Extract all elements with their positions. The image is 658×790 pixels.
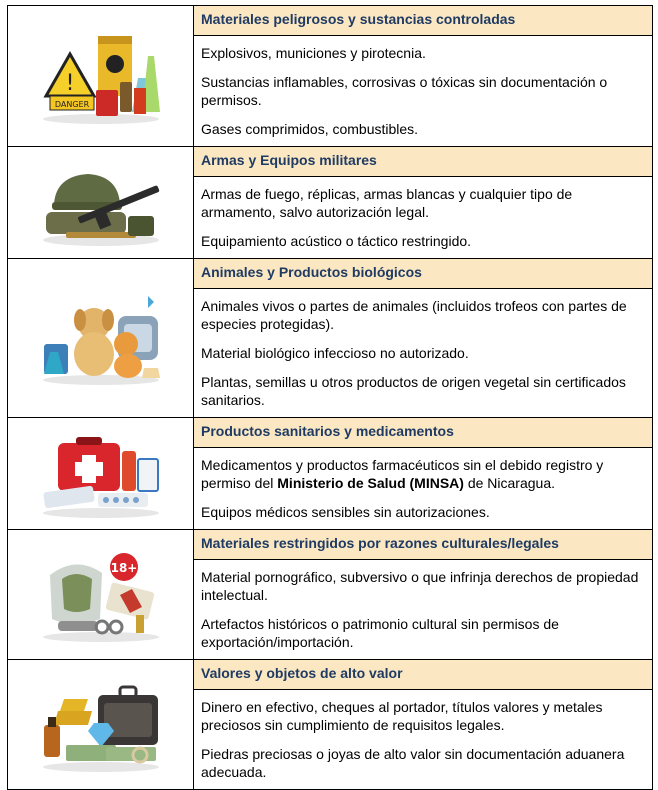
list-item: Piedras preciosas o joyas de alto valor sin documentación aduanera adecuada. [201,746,625,780]
svg-text:!: ! [65,71,74,96]
military-weapons-icon [36,158,166,248]
table-row [8,660,653,790]
category-cell [194,259,653,418]
image-cell [8,6,194,147]
list-item [201,456,645,492]
table-row [8,418,653,530]
category-cell [194,147,653,259]
table-row [8,530,653,660]
medicines-first-aid-icon [36,429,166,519]
category-title: Materiales restringidos por razones culturales/legales [194,530,652,560]
svg-text:DANGER: DANGER [54,100,89,109]
image-cell [8,259,194,418]
list-item: Sustancias inflamables, corrosivas o tóxicas sin documentación o permisos. [201,74,608,108]
category-title: Armas y Equipos militares [194,147,652,177]
list-item-text: Medicamentos y productos farmacéuticos sin el debido registro y permiso del [201,457,604,491]
category-cell [194,660,653,790]
high-value-items-icon [36,675,166,775]
restricted-items-table [7,5,653,790]
age-restriction-label: 18+ [110,560,137,575]
table-row [8,6,653,147]
image-cell [8,147,194,259]
list-item: Gases comprimidos, combustibles. [201,121,419,137]
category-title: Materiales peligrosos y sustancias controladas [194,6,652,36]
list-item: Explosivos, municiones y pirotecnia. [201,45,426,61]
category-title: Animales y Productos biológicos [194,259,652,289]
list-item: Material pornográfico, subversivo o que infrinja derechos de propiedad intelectual. [201,569,639,603]
list-item: Artefactos históricos o patrimonio cultural sin permisos de exportación/importación. [201,616,559,650]
hazardous-materials-icon [36,26,166,126]
table-row [8,147,653,259]
category-items [194,289,652,417]
category-cell [194,6,653,147]
image-cell [8,530,194,660]
list-item: Material biológico infeccioso no autorizado. [201,345,469,361]
list-item: Dinero en efectivo, cheques al portador, títulos valores y metales preciosos sin cumplimiento de requisitos legales. [201,699,603,733]
list-item-text: de Nicaragua. [463,475,556,491]
image-cell [8,660,194,790]
list-item: Equipamiento acústico o táctico restringido. [201,233,472,249]
category-items [194,177,652,258]
category-items [194,560,652,659]
category-items [194,36,652,146]
list-item: Armas de fuego, réplicas, armas blancas y cualquier tipo de armamento, salvo autorización legal. [201,186,573,220]
animals-biological-icon [36,288,166,388]
ministry-name: Ministerio de Salud (MINSA) [277,475,464,491]
restricted-items-document [7,5,653,790]
category-title: Valores y objetos de alto valor [194,660,652,690]
list-item: Plantas, semillas u otros productos de origen vegetal sin certificados sanitarios. [201,374,626,408]
image-cell [8,418,194,530]
category-cell [194,530,653,660]
category-cell [194,418,653,530]
category-items [194,690,652,789]
restricted-cultural-items-icon [36,545,166,645]
category-items [194,448,652,529]
list-item: Equipos médicos sensibles sin autorizaciones. [201,504,490,520]
table-row [8,259,653,418]
category-title: Productos sanitarios y medicamentos [194,418,652,448]
list-item: Animales vivos o partes de animales (incluidos trofeos con partes de especies protegidas). [201,298,627,332]
